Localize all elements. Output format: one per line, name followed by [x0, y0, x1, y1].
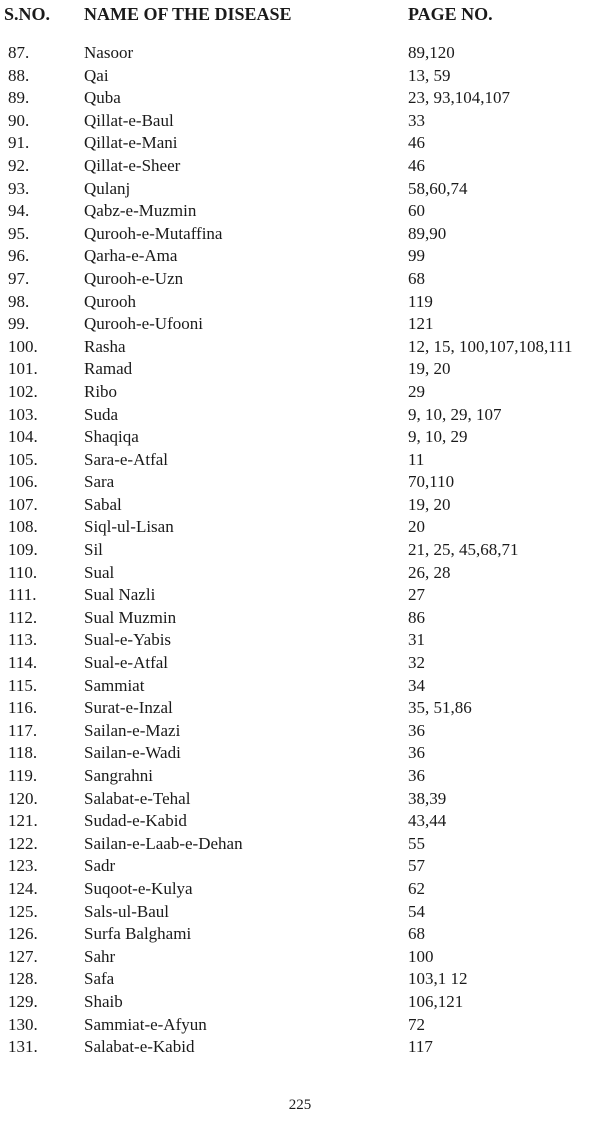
- row-disease-name: Salabat-e-Tehal: [84, 788, 191, 808]
- table-row: [0, 404, 600, 427]
- table-row: [0, 901, 600, 924]
- row-page-numbers: 27: [408, 585, 425, 605]
- row-sno: 129.: [8, 991, 38, 1011]
- row-sno: 94.: [8, 201, 30, 221]
- row-sno: 103.: [8, 404, 38, 424]
- page-number: 225: [288, 1097, 312, 1113]
- row-page-numbers: 29: [408, 381, 425, 401]
- table-row: [0, 607, 600, 630]
- row-sno: 127.: [8, 946, 38, 966]
- table-row: [0, 878, 600, 901]
- row-disease-name: Safa: [84, 969, 115, 989]
- row-disease-name: Ribo: [84, 381, 118, 401]
- table-row: [0, 87, 600, 110]
- row-page-numbers: 58,60,74: [408, 178, 468, 198]
- table-row: [0, 562, 600, 585]
- row-disease-name: Suda: [84, 404, 118, 424]
- row-disease-name: Sual-e-Atfal: [84, 653, 169, 673]
- row-sno: 116.: [8, 698, 38, 718]
- row-page-numbers: 99: [408, 246, 425, 266]
- row-disease-name: Sailan-e-Laab-e-Dehan: [84, 833, 243, 853]
- row-disease-name: Qurooh-e-Ufooni: [84, 314, 203, 334]
- table-row: [0, 358, 600, 381]
- row-disease-name: Sahr: [84, 946, 116, 966]
- table-row: [0, 697, 600, 720]
- row-disease-name: Sudad-e-Kabid: [84, 811, 187, 831]
- table-row: [0, 675, 600, 698]
- row-disease-name: Sals-ul-Baul: [84, 901, 169, 921]
- table-row: [0, 110, 600, 133]
- table-row: [0, 629, 600, 652]
- row-disease-name: Sadr: [84, 856, 116, 876]
- row-disease-name: Qai: [84, 65, 109, 85]
- row-sno: 97.: [8, 268, 30, 288]
- table-row: [0, 336, 600, 359]
- row-sno: 104.: [8, 427, 38, 447]
- table-row: [0, 65, 600, 88]
- row-sno: 87.: [8, 43, 30, 62]
- table-row: [0, 494, 600, 517]
- row-page-numbers: 31: [408, 630, 425, 650]
- table-row: [0, 178, 600, 201]
- row-page-numbers: 68: [408, 924, 425, 944]
- row-sno: 101.: [8, 359, 38, 379]
- row-sno: 88.: [8, 65, 30, 85]
- row-page-numbers: 103,1 12: [408, 969, 468, 989]
- row-disease-name: Qarha-e-Ama: [84, 246, 178, 266]
- header-page-no: PAGE NO.: [408, 4, 493, 24]
- table-row: [0, 516, 600, 539]
- row-disease-name: Qillat-e-Sheer: [84, 155, 181, 175]
- row-sno: 119.: [8, 766, 38, 785]
- table-row: [0, 765, 600, 788]
- header-disease-name: NAME OF THE DISEASE: [84, 4, 292, 24]
- row-disease-name: Surat-e-Inzal: [84, 698, 173, 718]
- row-page-numbers: 19, 20: [408, 359, 451, 379]
- row-page-numbers: 21, 25, 45,68,71: [408, 540, 519, 560]
- row-page-numbers: 36: [408, 743, 425, 763]
- row-sno: 124.: [8, 878, 38, 898]
- row-disease-name: Quba: [84, 88, 121, 108]
- row-page-numbers: 68: [408, 268, 425, 288]
- row-disease-name: Qabz-e-Muzmin: [84, 201, 197, 221]
- table-row: [0, 810, 600, 833]
- row-sno: 125.: [8, 901, 38, 921]
- row-page-numbers: 9, 10, 29, 107: [408, 404, 502, 424]
- table-row: [0, 223, 600, 246]
- table-row: [0, 539, 600, 562]
- row-sno: 92.: [8, 155, 30, 175]
- table-row: [0, 991, 600, 1014]
- table-row: [0, 652, 600, 675]
- row-disease-name: Sara-e-Atfal: [84, 449, 169, 469]
- row-page-numbers: 26, 28: [408, 562, 451, 582]
- row-disease-name: Surfa Balghami: [84, 924, 192, 944]
- row-disease-name: Qillat-e-Baul: [84, 110, 174, 130]
- row-sno: 111.: [8, 585, 37, 605]
- row-page-numbers: 117: [408, 1037, 433, 1057]
- row-disease-name: Sabal: [84, 494, 122, 514]
- disease-index-list: [0, 42, 600, 1059]
- row-sno: 131.: [8, 1037, 38, 1057]
- row-disease-name: Sual: [84, 562, 115, 582]
- row-sno: 93.: [8, 178, 30, 198]
- row-page-numbers: 57: [408, 856, 425, 876]
- table-row: [0, 268, 600, 291]
- row-page-numbers: 32: [408, 653, 425, 673]
- table-row: [0, 584, 600, 607]
- table-row: [0, 381, 600, 404]
- table-row: [0, 742, 600, 765]
- table-row: [0, 788, 600, 811]
- row-disease-name: Sammiat-e-Afyun: [84, 1014, 207, 1034]
- row-page-numbers: 35, 51,86: [408, 698, 472, 718]
- row-disease-name: Sil: [84, 540, 103, 560]
- row-sno: 121.: [8, 811, 38, 831]
- table-row: [0, 720, 600, 743]
- table-row: [0, 833, 600, 856]
- row-page-numbers: 9, 10, 29: [408, 427, 468, 447]
- row-page-numbers: 62: [408, 878, 425, 898]
- row-sno: 115.: [8, 675, 38, 695]
- row-page-numbers: 36: [408, 766, 425, 785]
- row-page-numbers: 36: [408, 720, 425, 740]
- table-row: [0, 132, 600, 155]
- row-disease-name: Siql-ul-Lisan: [84, 517, 174, 537]
- row-sno: 99.: [8, 314, 30, 334]
- row-sno: 109.: [8, 540, 38, 560]
- table-row: [0, 42, 600, 65]
- row-sno: 114.: [8, 653, 38, 673]
- row-disease-name: Sual-e-Yabis: [84, 630, 172, 650]
- row-sno: 128.: [8, 969, 38, 989]
- row-disease-name: Rasha: [84, 336, 126, 356]
- row-sno: 107.: [8, 494, 38, 514]
- row-sno: 110.: [8, 562, 38, 582]
- row-sno: 89.: [8, 88, 30, 108]
- row-page-numbers: 46: [408, 155, 425, 175]
- row-page-numbers: 121: [408, 314, 434, 334]
- row-sno: 112.: [8, 607, 38, 627]
- row-sno: 108.: [8, 517, 38, 537]
- row-page-numbers: 13, 59: [408, 65, 451, 85]
- row-disease-name: Qillat-e-Mani: [84, 133, 178, 153]
- row-page-numbers: 89,90: [408, 223, 447, 243]
- table-row: [0, 968, 600, 991]
- row-page-numbers: 23, 93,104,107: [408, 88, 510, 108]
- row-disease-name: Qurooh: [84, 291, 136, 311]
- table-row: [0, 313, 600, 336]
- row-page-numbers: 119: [408, 291, 433, 311]
- row-sno: 100.: [8, 336, 38, 356]
- row-sno: 98.: [8, 291, 30, 311]
- row-disease-name: Nasoor: [84, 43, 134, 62]
- row-page-numbers: 72: [408, 1014, 425, 1034]
- row-disease-name: Sara: [84, 472, 115, 492]
- table-row: [0, 291, 600, 314]
- row-sno: 122.: [8, 833, 38, 853]
- table-header: [0, 4, 600, 28]
- table-row: [0, 245, 600, 268]
- row-disease-name: Sammiat: [84, 675, 145, 695]
- row-page-numbers: 12, 15, 100,107,108,111: [408, 336, 573, 356]
- row-sno: 117.: [8, 720, 38, 740]
- row-sno: 106.: [8, 472, 38, 492]
- row-page-numbers: 20: [408, 517, 425, 537]
- row-disease-name: Qurooh-e-Mutaffina: [84, 223, 223, 243]
- row-disease-name: Shaib: [84, 991, 123, 1011]
- row-sno: 95.: [8, 223, 30, 243]
- row-sno: 126.: [8, 924, 38, 944]
- table-row: [0, 471, 600, 494]
- table-row: [0, 200, 600, 223]
- table-row: [0, 1014, 600, 1037]
- row-sno: 96.: [8, 246, 30, 266]
- row-page-numbers: 106,121: [408, 991, 464, 1011]
- row-disease-name: Qulanj: [84, 178, 131, 198]
- row-sno: 90.: [8, 110, 30, 130]
- table-row: [0, 449, 600, 472]
- row-sno: 118.: [8, 743, 38, 763]
- table-row: [0, 155, 600, 178]
- row-page-numbers: 60: [408, 201, 425, 221]
- row-page-numbers: 11: [408, 449, 425, 469]
- row-page-numbers: 86: [408, 607, 425, 627]
- header-sno: S.NO.: [4, 4, 51, 24]
- table-row: [0, 1036, 600, 1059]
- row-disease-name: Sailan-e-Wadi: [84, 743, 181, 763]
- row-page-numbers: 46: [408, 133, 425, 153]
- table-row: [0, 946, 600, 969]
- row-page-numbers: 100: [408, 946, 434, 966]
- row-disease-name: Sangrahni: [84, 766, 153, 785]
- table-row: [0, 855, 600, 878]
- row-page-numbers: 33: [408, 110, 425, 130]
- row-disease-name: Salabat-e-Kabid: [84, 1037, 195, 1057]
- row-page-numbers: 89,120: [408, 43, 455, 62]
- row-sno: 130.: [8, 1014, 38, 1034]
- row-page-numbers: 55: [408, 833, 425, 853]
- row-disease-name: Qurooh-e-Uzn: [84, 268, 184, 288]
- row-sno: 120.: [8, 788, 38, 808]
- row-page-numbers: 43,44: [408, 811, 447, 831]
- table-row: [0, 923, 600, 946]
- row-sno: 91.: [8, 133, 30, 153]
- row-sno: 113.: [8, 630, 38, 650]
- row-disease-name: Sailan-e-Mazi: [84, 720, 181, 740]
- row-sno: 123.: [8, 856, 38, 876]
- row-page-numbers: 54: [408, 901, 425, 921]
- row-page-numbers: 34: [408, 675, 425, 695]
- row-page-numbers: 38,39: [408, 788, 447, 808]
- row-disease-name: Ramad: [84, 359, 133, 379]
- row-page-numbers: 70,110: [408, 472, 455, 492]
- row-disease-name: Suqoot-e-Kulya: [84, 878, 193, 898]
- row-page-numbers: 19, 20: [408, 494, 451, 514]
- row-disease-name: Sual Muzmin: [84, 607, 177, 627]
- row-sno: 105.: [8, 449, 38, 469]
- table-row: [0, 426, 600, 449]
- row-disease-name: Sual Nazli: [84, 585, 156, 605]
- row-sno: 102.: [8, 381, 38, 401]
- row-disease-name: Shaqiqa: [84, 427, 139, 447]
